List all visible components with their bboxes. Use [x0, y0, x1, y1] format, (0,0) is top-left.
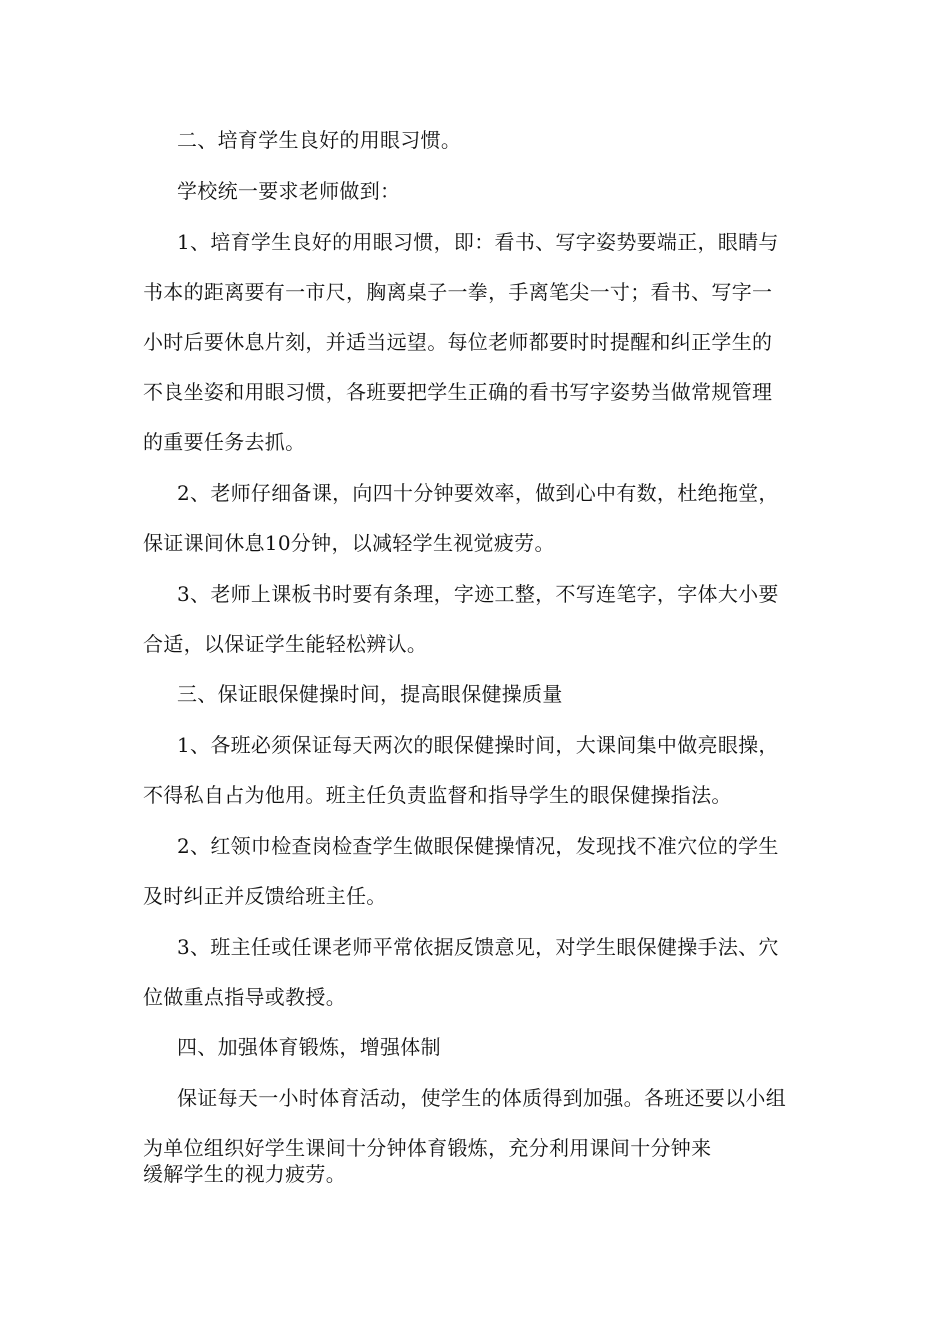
paragraph-line: 1、培育学生良好的用眼习惯，即：看书、写字姿势要端正，眼睛与 [177, 230, 779, 254]
paragraph-line: 的重要任务去抓。 [143, 430, 306, 454]
section-heading-2: 二、培育学生良好的用眼习惯。 [177, 128, 462, 152]
paragraph-line: 2、红领巾检查岗检查学生做眼保健操情况，发现找不准穴位的学生 [177, 834, 779, 858]
paragraph-line: 3、班主任或任课老师平常依据反馈意见，对学生眼保健操手法、穴 [177, 935, 779, 959]
paragraph-line: 合适，以保证学生能轻松辨认。 [143, 632, 428, 656]
paragraph-line: 位做重点指导或教授。 [143, 985, 346, 1009]
paragraph-line: 为单位组织好学生课间十分钟体育锻炼，充分利用课间十分钟来 [143, 1136, 712, 1160]
section-heading-4: 四、加强体育锻炼，增强体制 [177, 1035, 441, 1059]
paragraph-line: 学校统一要求老师做到： [177, 179, 401, 203]
section-heading-3: 三、保证眼保健操时间，提高眼保健操质量 [177, 682, 563, 706]
paragraph-line: 及时纠正并反馈给班主任。 [143, 884, 387, 908]
paragraph-line: 不得私自占为他用。班主任负责监督和指导学生的眼保健操指法。 [143, 783, 732, 807]
paragraph-line: 书本的距离要有一市尺，胸离桌子一拳，手离笔尖一寸；看书、写字一 [143, 280, 773, 304]
paragraph-line: 小时后要休息片刻，并适当远望。每位老师都要时时提醒和纠正学生的 [143, 330, 773, 354]
paragraph-line: 1、各班必须保证每天两次的眼保健操时间，大课间集中做亮眼操， [177, 733, 779, 757]
paragraph-line: 保证课间休息10分钟，以减轻学生视觉疲劳。 [143, 531, 555, 555]
paragraph-line: 3、老师上课板书时要有条理，字迹工整，不写连笔字，字体大小要 [177, 582, 779, 606]
paragraph-line: 不良坐姿和用眼习惯，各班要把学生正确的看书写字姿势当做常规管理 [143, 380, 773, 404]
paragraph-line: 2、老师仔细备课，向四十分钟要效率，做到心中有数，杜绝拖堂， [177, 481, 779, 505]
paragraph-line: 保证每天一小时体育活动，使学生的体质得到加强。各班还要以小组 [177, 1086, 786, 1110]
paragraph-line: 缓解学生的视力疲劳。 [143, 1162, 346, 1186]
